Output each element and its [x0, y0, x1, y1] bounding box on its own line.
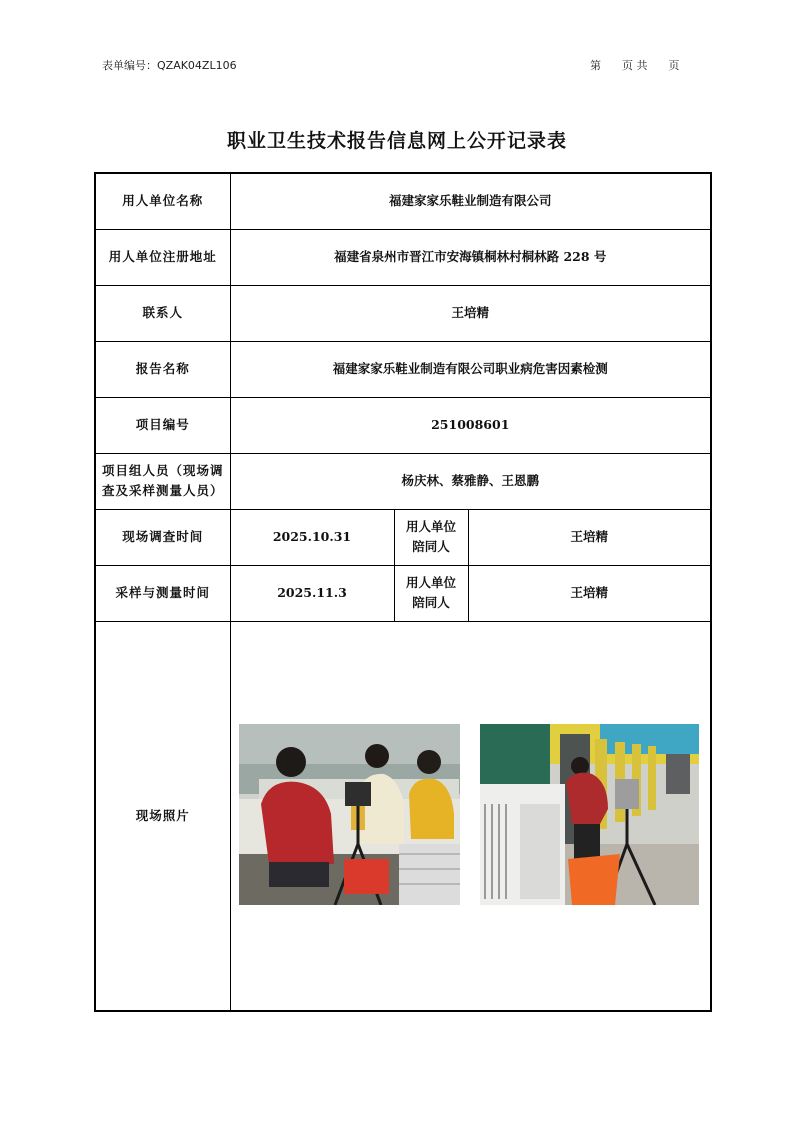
- survey-time-label: 现场调查时间: [95, 509, 230, 565]
- survey-escort-value: 王培精: [468, 509, 711, 565]
- page-label-1: 第: [590, 59, 601, 72]
- table-row: [95, 285, 711, 341]
- record-table: [94, 172, 712, 1012]
- table-row: [95, 565, 711, 621]
- page-indicator: [590, 57, 679, 73]
- employer-name-value: 福建家家乐鞋业制造有限公司: [230, 173, 711, 229]
- survey-time-value: 2025.10.31: [230, 509, 394, 565]
- team-value: 杨庆林、蔡雅静、王恩鹏: [230, 453, 711, 509]
- table-row: [95, 509, 711, 565]
- address-label: 用人单位注册地址: [95, 229, 230, 285]
- photos-label: 现场照片: [95, 621, 230, 1011]
- report-value: 福建家家乐鞋业制造有限公司职业病危害因素检测: [230, 341, 711, 397]
- site-photo-1: [239, 724, 460, 905]
- report-label: 报告名称: [95, 341, 230, 397]
- site-photo-2: [480, 724, 699, 905]
- employer-name-label: 用人单位名称: [95, 173, 230, 229]
- table-row: [95, 173, 711, 229]
- sampling-escort-label: 用人单位陪同人: [394, 565, 468, 621]
- table-row: [95, 621, 711, 1011]
- page-label-3: 页: [668, 59, 680, 72]
- sampling-time-value: 2025.11.3: [230, 565, 394, 621]
- team-label: 项目组人员（现场调查及采样测量人员）: [95, 453, 230, 509]
- contact-value: 王培精: [230, 285, 711, 341]
- table-row: [95, 229, 711, 285]
- table-row: [95, 341, 711, 397]
- table-row: [95, 453, 711, 509]
- form-number: 表单编号：QZAK04ZL106: [102, 59, 237, 72]
- address-value: 福建省泉州市晋江市安海镇桐林村桐林路 228 号: [230, 229, 711, 285]
- project-no-value: 251008601: [230, 397, 711, 453]
- sampling-escort-value: 王培精: [468, 565, 711, 621]
- contact-label: 联系人: [95, 285, 230, 341]
- sampling-time-label: 采样与测量时间: [95, 565, 230, 621]
- page-title: 职业卫生技术报告信息网上公开记录表: [226, 130, 567, 152]
- page-label-2: 页 共: [621, 59, 648, 72]
- photos-cell: [230, 621, 711, 1011]
- survey-escort-label: 用人单位陪同人: [394, 509, 468, 565]
- table-row: [95, 397, 711, 453]
- project-no-label: 项目编号: [95, 397, 230, 453]
